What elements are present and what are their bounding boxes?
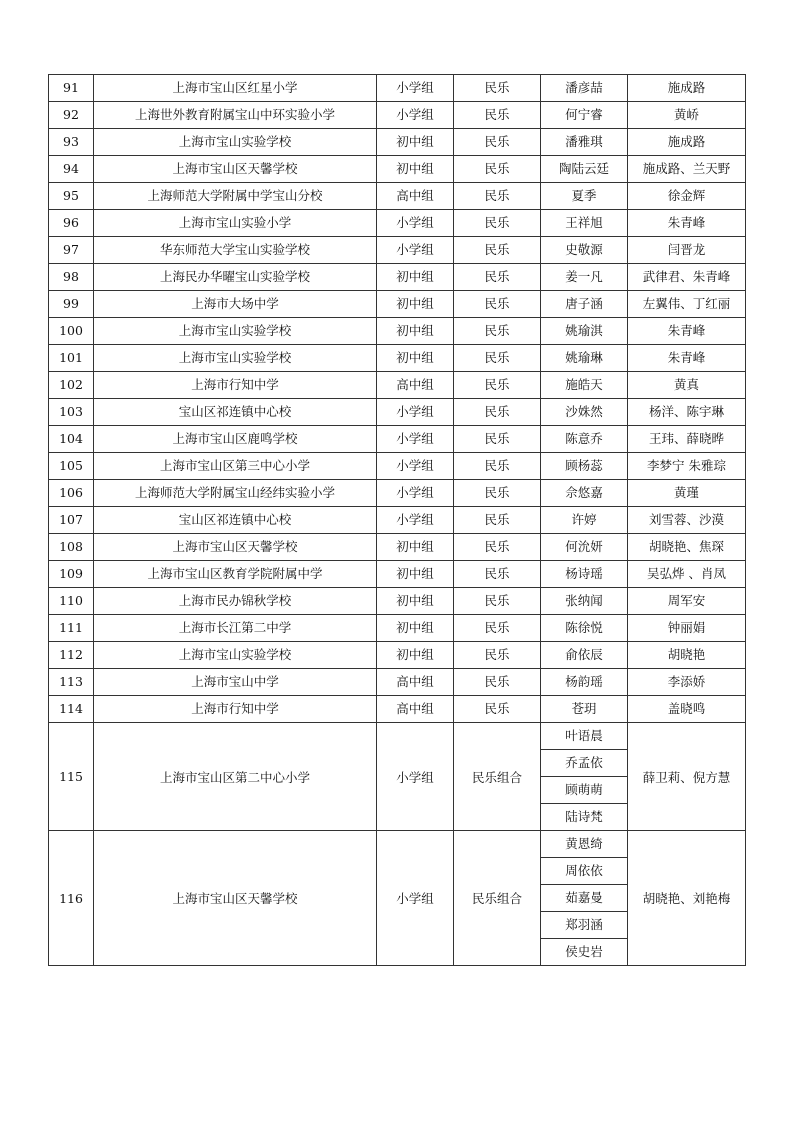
entry-number: 113 (49, 669, 94, 696)
age-group: 初中组 (377, 264, 454, 291)
age-group: 初中组 (377, 561, 454, 588)
age-group: 小学组 (377, 453, 454, 480)
table-row (49, 372, 746, 399)
teacher-name: 薛卫莉、倪方慧 (628, 723, 746, 831)
age-group: 高中组 (377, 696, 454, 723)
teacher-name: 朱青峰 (628, 318, 746, 345)
teacher-name: 刘雪蓉、沙漠 (628, 507, 746, 534)
category: 民乐 (454, 318, 541, 345)
category: 民乐 (454, 480, 541, 507)
age-group: 小学组 (377, 399, 454, 426)
category: 民乐 (454, 291, 541, 318)
school-name: 上海市宝山区天馨学校 (94, 156, 377, 183)
teacher-name: 朱青峰 (628, 210, 746, 237)
age-group: 小学组 (377, 507, 454, 534)
teacher-name: 徐金辉 (628, 183, 746, 210)
student-name: 苍玥 (541, 696, 628, 723)
school-name: 上海市宝山实验学校 (94, 345, 377, 372)
teacher-name: 朱青峰 (628, 345, 746, 372)
table-row (49, 129, 746, 156)
student-name: 陈徐悦 (541, 615, 628, 642)
student-name: 张纳闻 (541, 588, 628, 615)
entry-number: 109 (49, 561, 94, 588)
category: 民乐 (454, 345, 541, 372)
table-row (49, 102, 746, 129)
table-row (49, 588, 746, 615)
student-name: 何宁睿 (541, 102, 628, 129)
school-name: 上海市宝山区第三中心小学 (94, 453, 377, 480)
entry-number: 97 (49, 237, 94, 264)
school-name: 上海市宝山区天馨学校 (94, 831, 377, 966)
category: 民乐 (454, 75, 541, 102)
entry-number: 100 (49, 318, 94, 345)
student-name: 杨诗瑶 (541, 561, 628, 588)
category: 民乐 (454, 561, 541, 588)
entry-number: 99 (49, 291, 94, 318)
table-row (49, 507, 746, 534)
age-group: 高中组 (377, 183, 454, 210)
school-name: 上海市宝山区第二中心小学 (94, 723, 377, 831)
entry-number: 104 (49, 426, 94, 453)
category: 民乐 (454, 696, 541, 723)
teacher-name: 黄峤 (628, 102, 746, 129)
school-name: 上海市宝山中学 (94, 669, 377, 696)
student-name: 陆诗梵 (541, 804, 628, 831)
entry-number: 108 (49, 534, 94, 561)
student-name: 沙姝然 (541, 399, 628, 426)
table-row (49, 75, 746, 102)
entry-number: 91 (49, 75, 94, 102)
entry-number: 96 (49, 210, 94, 237)
age-group: 小学组 (377, 210, 454, 237)
teacher-name: 胡晓艳、刘艳梅 (628, 831, 746, 966)
teacher-name: 胡晓艳、焦琛 (628, 534, 746, 561)
teacher-name: 周军安 (628, 588, 746, 615)
table-row (49, 615, 746, 642)
age-group: 初中组 (377, 156, 454, 183)
school-name: 宝山区祁连镇中心校 (94, 399, 377, 426)
category: 民乐 (454, 534, 541, 561)
school-name: 上海市宝山区天馨学校 (94, 534, 377, 561)
student-name: 茹嘉曼 (541, 885, 628, 912)
teacher-name: 施成路 (628, 75, 746, 102)
table-row (49, 264, 746, 291)
teacher-name: 李梦宁 朱雅琮 (628, 453, 746, 480)
entry-number: 115 (49, 723, 94, 831)
category: 民乐 (454, 669, 541, 696)
student-name: 姚瑜琳 (541, 345, 628, 372)
category: 民乐组合 (454, 723, 541, 831)
age-group: 小学组 (377, 426, 454, 453)
entry-number: 110 (49, 588, 94, 615)
entry-number: 103 (49, 399, 94, 426)
student-name: 王祥旭 (541, 210, 628, 237)
age-group: 高中组 (377, 372, 454, 399)
school-name: 上海市宝山实验学校 (94, 129, 377, 156)
school-name: 上海市行知中学 (94, 372, 377, 399)
student-name: 杨韵瑶 (541, 669, 628, 696)
age-group: 初中组 (377, 318, 454, 345)
student-name: 郑羽涵 (541, 912, 628, 939)
age-group: 初中组 (377, 534, 454, 561)
category: 民乐 (454, 156, 541, 183)
category: 民乐 (454, 615, 541, 642)
table-row (49, 453, 746, 480)
category: 民乐 (454, 453, 541, 480)
age-group: 小学组 (377, 831, 454, 966)
student-name: 陶陆云廷 (541, 156, 628, 183)
category: 民乐 (454, 102, 541, 129)
table-row (49, 399, 746, 426)
roster-body (49, 75, 746, 966)
table-row (49, 534, 746, 561)
table-row (49, 183, 746, 210)
student-name: 施皓天 (541, 372, 628, 399)
roster-table (48, 74, 746, 966)
student-name: 史敬源 (541, 237, 628, 264)
age-group: 初中组 (377, 291, 454, 318)
school-name: 宝山区祁连镇中心校 (94, 507, 377, 534)
student-name: 顾萌萌 (541, 777, 628, 804)
student-name: 黄恩绮 (541, 831, 628, 858)
category: 民乐 (454, 642, 541, 669)
school-name: 上海师范大学附属中学宝山分校 (94, 183, 377, 210)
school-name: 上海市民办锦秋学校 (94, 588, 377, 615)
category: 民乐 (454, 210, 541, 237)
teacher-name: 闫晋龙 (628, 237, 746, 264)
teacher-name: 黄瑾 (628, 480, 746, 507)
school-name: 上海市大场中学 (94, 291, 377, 318)
teacher-name: 施成路 (628, 129, 746, 156)
ensemble-row (49, 831, 746, 858)
student-name: 何沇妍 (541, 534, 628, 561)
teacher-name: 施成路、兰天野 (628, 156, 746, 183)
school-name: 上海市宝山实验学校 (94, 318, 377, 345)
table-row (49, 696, 746, 723)
school-name: 上海市宝山区教育学院附属中学 (94, 561, 377, 588)
teacher-name: 左翼伟、丁红丽 (628, 291, 746, 318)
table-row (49, 561, 746, 588)
school-name: 上海世外教育附属宝山中环实验小学 (94, 102, 377, 129)
school-name: 上海市宝山实验小学 (94, 210, 377, 237)
student-name: 陈意乔 (541, 426, 628, 453)
age-group: 高中组 (377, 669, 454, 696)
entry-number: 112 (49, 642, 94, 669)
age-group: 小学组 (377, 75, 454, 102)
table-row (49, 642, 746, 669)
school-name: 上海市行知中学 (94, 696, 377, 723)
entry-number: 116 (49, 831, 94, 966)
age-group: 小学组 (377, 480, 454, 507)
teacher-name: 李添娇 (628, 669, 746, 696)
category: 民乐组合 (454, 831, 541, 966)
student-name: 顾杨蕊 (541, 453, 628, 480)
entry-number: 105 (49, 453, 94, 480)
category: 民乐 (454, 399, 541, 426)
school-name: 上海师范大学附属宝山经纬实验小学 (94, 480, 377, 507)
entry-number: 101 (49, 345, 94, 372)
teacher-name: 盖晓鸣 (628, 696, 746, 723)
school-name: 上海市宝山区红星小学 (94, 75, 377, 102)
entry-number: 111 (49, 615, 94, 642)
entry-number: 92 (49, 102, 94, 129)
table-row (49, 318, 746, 345)
student-name: 佘悠嘉 (541, 480, 628, 507)
school-name: 上海民办华曜宝山实验学校 (94, 264, 377, 291)
table-row (49, 345, 746, 372)
entry-number: 114 (49, 696, 94, 723)
student-name: 许婷 (541, 507, 628, 534)
school-name: 上海市长江第二中学 (94, 615, 377, 642)
age-group: 初中组 (377, 129, 454, 156)
category: 民乐 (454, 372, 541, 399)
table-row (49, 291, 746, 318)
entry-number: 95 (49, 183, 94, 210)
teacher-name: 杨洋、陈宇琳 (628, 399, 746, 426)
student-name: 唐子涵 (541, 291, 628, 318)
category: 民乐 (454, 237, 541, 264)
student-name: 周依依 (541, 858, 628, 885)
student-name: 侯史岩 (541, 939, 628, 966)
table-row (49, 210, 746, 237)
age-group: 小学组 (377, 237, 454, 264)
student-name: 姚瑜淇 (541, 318, 628, 345)
table-row (49, 156, 746, 183)
category: 民乐 (454, 426, 541, 453)
age-group: 初中组 (377, 588, 454, 615)
entry-number: 107 (49, 507, 94, 534)
age-group: 小学组 (377, 723, 454, 831)
age-group: 初中组 (377, 345, 454, 372)
school-name: 华东师范大学宝山实验学校 (94, 237, 377, 264)
student-name: 姜一凡 (541, 264, 628, 291)
student-name: 潘彦喆 (541, 75, 628, 102)
teacher-name: 王玮、薛晓晔 (628, 426, 746, 453)
entry-number: 98 (49, 264, 94, 291)
student-name: 俞依辰 (541, 642, 628, 669)
school-name: 上海市宝山实验学校 (94, 642, 377, 669)
teacher-name: 黄真 (628, 372, 746, 399)
student-name: 夏季 (541, 183, 628, 210)
table-row (49, 669, 746, 696)
teacher-name: 胡晓艳 (628, 642, 746, 669)
age-group: 初中组 (377, 642, 454, 669)
student-name: 乔孟依 (541, 750, 628, 777)
entry-number: 102 (49, 372, 94, 399)
teacher-name: 钟丽娟 (628, 615, 746, 642)
category: 民乐 (454, 588, 541, 615)
table-row (49, 480, 746, 507)
student-name: 潘雅琪 (541, 129, 628, 156)
teacher-name: 武律君、朱青峰 (628, 264, 746, 291)
entry-number: 94 (49, 156, 94, 183)
age-group: 初中组 (377, 615, 454, 642)
ensemble-row (49, 723, 746, 750)
table-row (49, 426, 746, 453)
school-name: 上海市宝山区鹿鸣学校 (94, 426, 377, 453)
category: 民乐 (454, 183, 541, 210)
category: 民乐 (454, 129, 541, 156)
entry-number: 93 (49, 129, 94, 156)
category: 民乐 (454, 507, 541, 534)
category: 民乐 (454, 264, 541, 291)
student-name: 叶语晨 (541, 723, 628, 750)
age-group: 小学组 (377, 102, 454, 129)
teacher-name: 吴弘烨 、肖凤 (628, 561, 746, 588)
entry-number: 106 (49, 480, 94, 507)
table-row (49, 237, 746, 264)
